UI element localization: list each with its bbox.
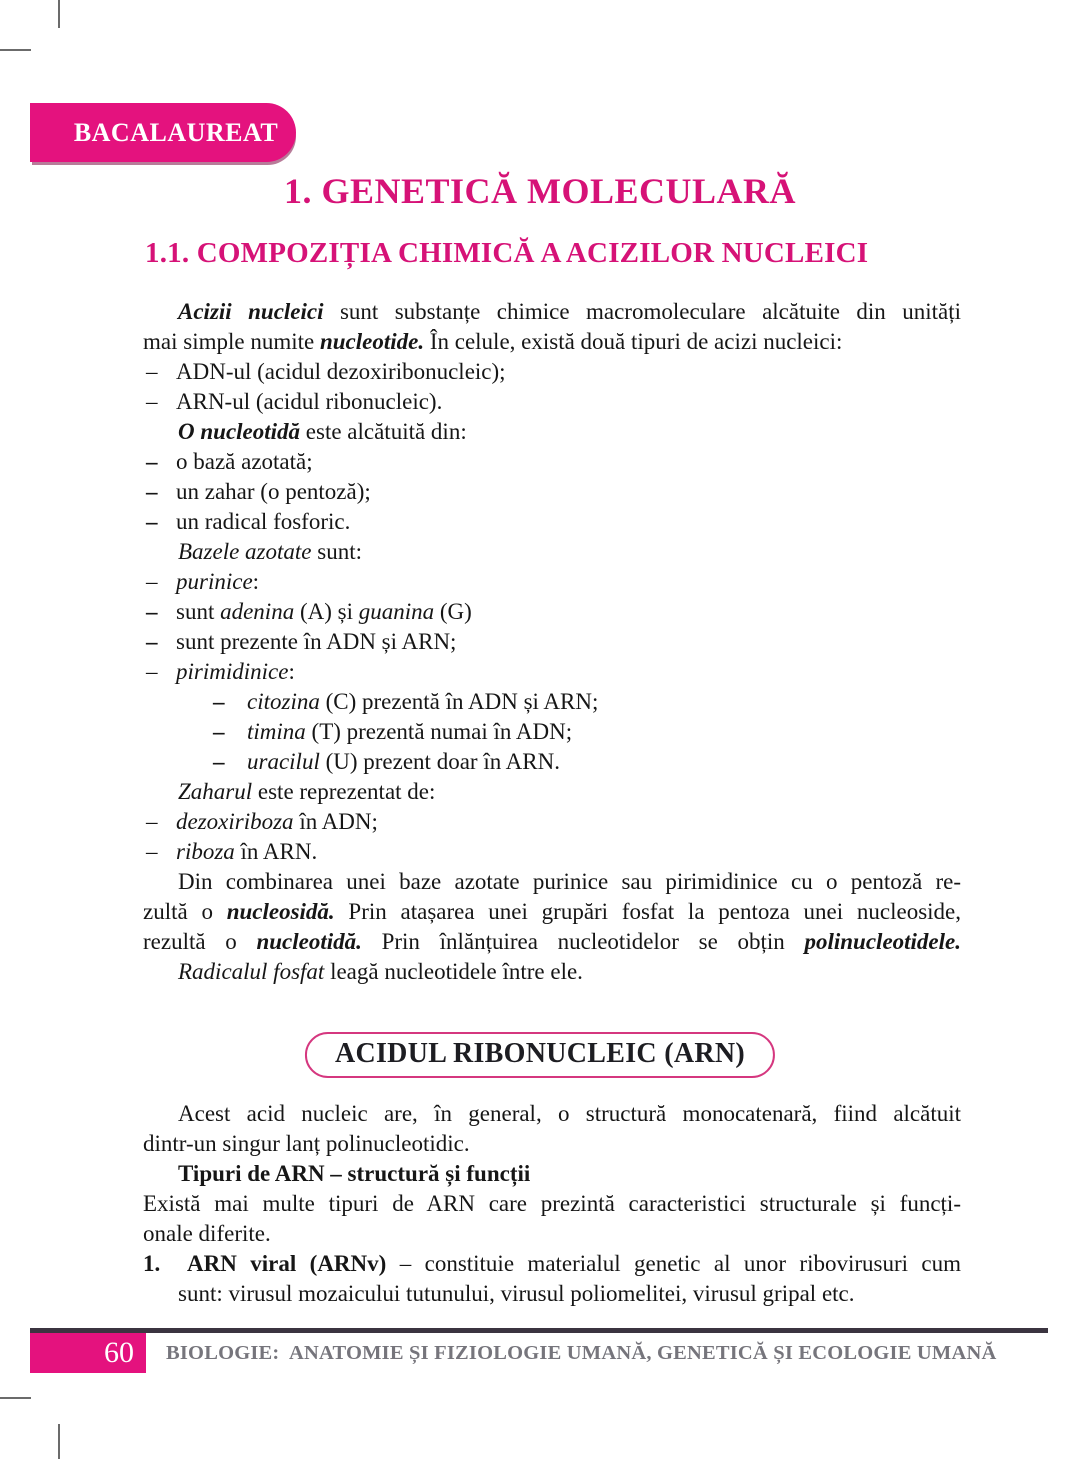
text-line bbox=[143, 1159, 961, 1189]
list-item-text bbox=[176, 597, 961, 627]
text-line bbox=[143, 477, 961, 507]
list-dash: – bbox=[146, 359, 158, 384]
list-dash: – bbox=[146, 449, 158, 474]
text-line bbox=[143, 597, 961, 627]
list-item-text bbox=[176, 507, 961, 537]
text-run: În celule, există două tipuri de acizi nucleici: bbox=[424, 329, 843, 354]
text-line bbox=[143, 687, 961, 717]
text-run: sunt prezente în ADN și ARN; bbox=[176, 629, 457, 654]
list-dash: – bbox=[146, 509, 158, 534]
text-line bbox=[143, 957, 961, 987]
section-title: 1.1. COMPOZIȚIA CHIMICĂ A ACIZILOR NUCLEICI bbox=[145, 237, 869, 269]
list-dash: – bbox=[146, 569, 158, 594]
text-run: Bazele azotate bbox=[178, 539, 312, 564]
text-run: în ADN; bbox=[293, 809, 378, 834]
text-line bbox=[143, 867, 961, 897]
running-title: BIOLOGIE: ANATOMIE ȘI FIZIOLOGIE UMANĂ, GENETICĂ ȘI ECOLOGIE UMANĂ bbox=[166, 1341, 997, 1364]
list-dash: – bbox=[146, 659, 158, 684]
text-line bbox=[143, 1099, 961, 1129]
arn-heading-label: ACIDUL RIBONUCLEIC (ARN) bbox=[334, 1038, 746, 1069]
text-run: Acest acid nucleic are, în general, o structură monocatenară, fiind alcătuit bbox=[178, 1101, 961, 1126]
text-line bbox=[143, 1249, 961, 1279]
body-text-block-2 bbox=[143, 1099, 961, 1309]
text-run: Zaharul bbox=[178, 779, 253, 804]
text-line bbox=[143, 1129, 961, 1159]
text-run: Acizii nucleici bbox=[178, 299, 324, 324]
text-run: pirimidinice bbox=[176, 659, 289, 684]
text-run: un zahar (o pentoză); bbox=[176, 479, 371, 504]
text-line bbox=[143, 297, 961, 327]
text-run: polinucleotidele. bbox=[804, 929, 961, 954]
crop-mark-top-horizontal bbox=[0, 49, 31, 51]
crop-mark-top-vertical bbox=[58, 0, 60, 28]
list-item-text bbox=[176, 567, 961, 597]
text-run: nucleotidă. bbox=[256, 929, 362, 954]
list-item-text bbox=[176, 657, 961, 687]
crop-mark-bottom-horizontal bbox=[0, 1397, 31, 1399]
text-line bbox=[143, 1219, 961, 1249]
list-dash: – bbox=[213, 689, 225, 714]
page-number: 60 bbox=[104, 1336, 134, 1369]
text-run bbox=[160, 1251, 187, 1276]
text-line bbox=[143, 837, 961, 867]
crop-mark-bottom-vertical bbox=[58, 1424, 60, 1459]
text-line bbox=[143, 387, 961, 417]
text-run: adenina bbox=[220, 599, 295, 624]
text-run: nucleosidă. bbox=[226, 899, 335, 924]
list-item-text bbox=[176, 477, 961, 507]
text-run: este reprezentat de: bbox=[252, 779, 436, 804]
list-item-text bbox=[247, 687, 961, 717]
list-dash: – bbox=[146, 809, 158, 834]
text-line bbox=[143, 807, 961, 837]
text-run: în ARN. bbox=[234, 839, 318, 864]
text-line bbox=[143, 357, 961, 387]
list-dash: – bbox=[213, 719, 225, 744]
text-line bbox=[143, 417, 961, 447]
text-run: (A) și bbox=[294, 599, 359, 624]
list-item-text bbox=[176, 447, 961, 477]
text-run: (C) prezentă în ADN și ARN; bbox=[319, 689, 599, 714]
text-run: onale diferite. bbox=[143, 1221, 271, 1246]
bacalaureat-badge bbox=[30, 103, 296, 162]
list-item-text bbox=[176, 837, 961, 867]
text-line bbox=[143, 777, 961, 807]
text-run: dezoxiriboza bbox=[176, 809, 294, 834]
text-run: : bbox=[252, 569, 260, 594]
text-run: ARN-ul (acidul ribonucleic). bbox=[176, 389, 443, 414]
body-text-block-1 bbox=[143, 297, 961, 987]
list-dash: – bbox=[146, 479, 158, 504]
text-run: Din combinarea unei baze azotate purinice sau pirimidinice cu o pentoză re- bbox=[178, 869, 961, 894]
page-number-box bbox=[30, 1333, 146, 1373]
bacalaureat-badge-label: BACALAUREAT bbox=[73, 117, 279, 147]
list-dash: – bbox=[146, 839, 158, 864]
text-run: Prin atașarea unei grupări fosfat la pentoza unei nucleoside, bbox=[334, 899, 961, 924]
text-run: sunt: virusul mozaicului tutunului, virusul poliomelitei, virusul gripal etc. bbox=[178, 1281, 855, 1306]
text-run: timina bbox=[247, 719, 306, 744]
text-run: Prin înlănțuirea nucleotidelor se obțin bbox=[361, 929, 805, 954]
text-run: Tipuri de ARN – structură și funcții bbox=[178, 1161, 531, 1186]
text-line bbox=[143, 507, 961, 537]
text-run: ADN-ul (acidul dezoxiribonucleic); bbox=[176, 359, 506, 384]
text-run: sunt: bbox=[311, 539, 362, 564]
text-run: sunt substanțe chimice macromoleculare alcătuite din unități bbox=[323, 299, 961, 324]
arn-heading-box bbox=[305, 1032, 775, 1078]
list-item-text bbox=[247, 747, 961, 777]
text-line bbox=[143, 627, 961, 657]
text-run: citozina bbox=[247, 689, 320, 714]
text-run: dintr-un singur lanț polinucleotidic. bbox=[143, 1131, 470, 1156]
text-line bbox=[143, 327, 961, 357]
text-run: (U) prezent doar în ARN. bbox=[319, 749, 560, 774]
text-run: o bază azotată; bbox=[176, 449, 313, 474]
list-item-text bbox=[176, 357, 961, 387]
text-run: – constituie materialul genetic al unor ribovirusuri cum bbox=[386, 1251, 962, 1276]
list-dash: – bbox=[146, 599, 158, 624]
text-run: mai simple numite bbox=[143, 329, 320, 354]
text-run: rezultă o bbox=[143, 929, 257, 954]
text-line bbox=[143, 657, 961, 687]
list-item-text bbox=[247, 717, 961, 747]
text-line bbox=[143, 897, 961, 927]
text-line bbox=[143, 537, 961, 567]
text-run: purinice bbox=[176, 569, 253, 594]
text-line bbox=[143, 447, 961, 477]
list-item-text bbox=[176, 627, 961, 657]
text-run: uracilul bbox=[247, 749, 320, 774]
text-run: este alcătuită din: bbox=[300, 419, 467, 444]
text-run: sunt bbox=[176, 599, 221, 624]
text-run: leagă nucleotidele între ele. bbox=[324, 959, 583, 984]
list-item-text bbox=[176, 387, 961, 417]
text-line bbox=[143, 747, 961, 777]
text-run: nucleotide. bbox=[319, 329, 425, 354]
text-run: riboza bbox=[176, 839, 235, 864]
text-line bbox=[143, 567, 961, 597]
text-line bbox=[143, 1189, 961, 1219]
text-run: (T) prezentă numai în ADN; bbox=[305, 719, 573, 744]
text-run: : bbox=[288, 659, 295, 684]
text-line bbox=[143, 1279, 961, 1309]
text-run: (G) bbox=[434, 599, 472, 624]
text-run: zultă o bbox=[143, 899, 227, 924]
list-dash: – bbox=[213, 749, 225, 774]
text-line bbox=[143, 717, 961, 747]
text-run: Radicalul fosfat bbox=[178, 959, 325, 984]
text-run: O nucleotidă bbox=[178, 419, 301, 444]
chapter-title: 1. GENETICĂ MOLECULARĂ bbox=[283, 171, 797, 211]
text-run: Există mai multe tipuri de ARN care prezintă caracteristici structurale și funcți- bbox=[143, 1191, 961, 1216]
text-run: guanina bbox=[358, 599, 435, 624]
text-run: un radical fosforic. bbox=[176, 509, 351, 534]
text-run: ARN viral (ARNv) bbox=[187, 1251, 387, 1276]
text-run: 1. bbox=[143, 1251, 161, 1276]
list-item-text bbox=[176, 807, 961, 837]
list-dash: – bbox=[146, 629, 158, 654]
list-dash: – bbox=[146, 389, 158, 414]
text-line bbox=[143, 927, 961, 957]
